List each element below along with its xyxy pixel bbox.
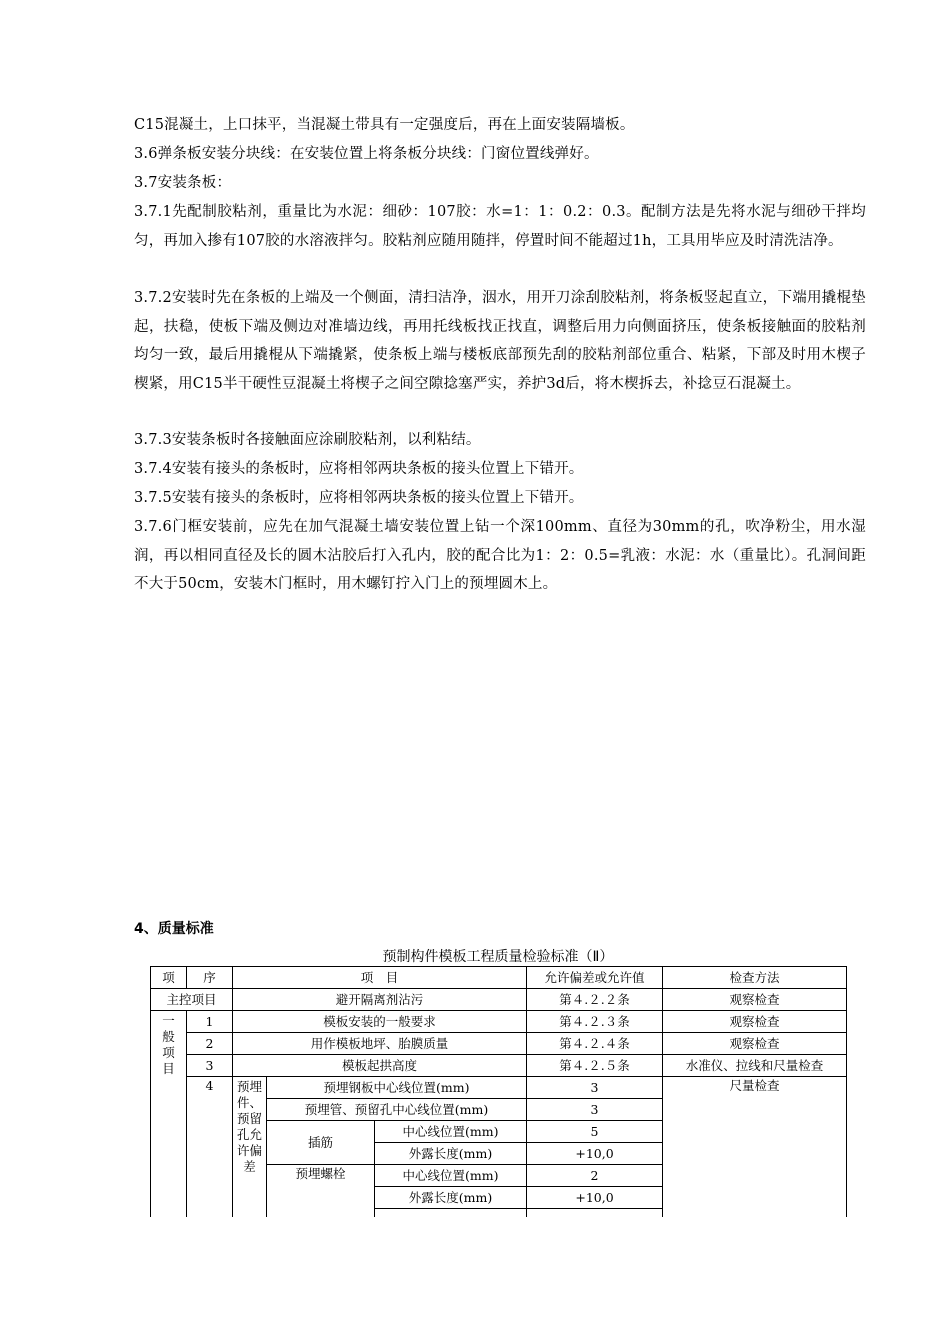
general-seq: 3 [187,1055,233,1077]
bolt-expose-label: 外露长度(mm) [375,1187,527,1209]
rebar-expose-value: +10,0 [527,1143,663,1165]
table-row-general-1 [151,1011,847,1033]
general-project: 用作模板地坪、胎膜质量 [233,1033,527,1055]
paragraph-3-7-1: 3.7.1先配制胶粘剂，重量比为水泥：细砂：107胶：水=1：1：0.2：0.3。配制方法是先将水泥与细砂干拌均匀，再加入掺有107胶的水溶液拌匀。胶粘剂应随用随拌，停置时间不能超过1h，工具用毕应及时清洗洁净。 [134,204,866,249]
table-title: 预制构件模板工程质量检验标准（Ⅱ） [382,949,614,965]
quality-inspection-table [150,966,847,1217]
rebar-expose-label: 外露长度(mm) [375,1143,527,1165]
header-seq: 序 [187,967,233,989]
paragraph-3-7-5: 3.7.5安装有接头的条板时，应将相邻两块条板的接头位置上下错开。 [134,490,584,506]
paragraph-3-7-6: 3.7.6门框安装前，应先在加气混凝土墙安装位置上钻一个深100mm、直径为30mm的孔，吹净粉尘，用水湿润，再以相同直径及长的圆木沾胶后打入孔内，胶的配合比为1：2：0.5=乳液：水泥：水（重量比）。孔洞间距不大于50cm，安装木门框时，用木螺钉拧入门上的预埋圆木上。 [134,519,866,592]
embedded-plate-value: 3 [527,1077,663,1099]
paragraph-c15-concrete: C15混凝土，上口抹平，当混凝土带具有一定强度后，再在上面安装隔墙板。 [134,117,635,133]
general-seq: 2 [187,1033,233,1055]
header-method: 检查方法 [663,967,847,989]
paragraph-3-7-4: 3.7.4安装有接头的条板时，应将相邻两块条板的接头位置上下错开。 [134,461,584,477]
bolt-center-value: 2 [527,1165,663,1187]
table-row-embedded-plate [151,1077,847,1099]
rebar-label: 插筋 [267,1121,375,1165]
embedded-pipe-label: 预埋管、预留孔中心线位置(mm) [267,1099,527,1121]
cut-edge-cell [375,1209,527,1218]
cut-edge-cell [527,1209,663,1218]
embedded-group-label: 预埋件、预留孔允许偏差 [233,1077,267,1218]
general-method: 观察检查 [663,1011,847,1033]
table-row-main-control [151,989,847,1011]
paragraph-3-7-2: 3.7.2安装时先在条板的上端及一个侧面，清扫洁净，洇水，用开刀涂刮胶粘剂，将条板竖起直立，下端用撬棍垫起，扶稳，使板下端及侧边对准墙边线，再用托线板找正找直，调整后用力向侧面挤压，使条板接触面的胶粘剂均匀一致，最后用撬棍从下端撬紧，使条板上端与楼板底部预先刮的胶粘剂部位重合、粘紧，下部及时用木楔子楔紧，用C15半干硬性豆混凝土将楔子之间空隙捻塞严实，养护3d后，将木楔拆去，补捻豆石混凝土。 [134,290,866,392]
general-method: 观察检查 [663,1033,847,1055]
general-tolerance: 第４.２.４条 [527,1033,663,1055]
general-project: 模板起拱高度 [233,1055,527,1077]
rebar-center-value: 5 [527,1121,663,1143]
embedded-pipe-value: 3 [527,1099,663,1121]
header-item: 项 [151,967,187,989]
embedded-seq: 4 [187,1077,233,1218]
general-tolerance: 第４.２.５条 [527,1055,663,1077]
bolt-center-label: 中心线位置(mm) [375,1165,527,1187]
general-method: 水准仪、拉线和尺量检查 [663,1055,847,1077]
section-heading-quality-standard: 4、质量标准 [134,921,214,937]
embedded-plate-label: 预埋钢板中心线位置(mm) [267,1077,527,1099]
general-items-label: 一般项目 [151,1011,187,1218]
embedded-method: 尺量检查 [663,1077,847,1218]
main-control-label: 主控项目 [151,989,233,1011]
main-control-tolerance: 第４.２.２条 [527,989,663,1011]
header-tolerance: 允许偏差或允许值 [527,967,663,989]
general-seq: 1 [187,1011,233,1033]
header-project: 项 目 [233,967,527,989]
table-row-general-3 [151,1055,847,1077]
paragraph-3-7-3: 3.7.3安装条板时各接触面应涂刷胶粘剂，以利粘结。 [134,432,481,448]
rebar-center-label: 中心线位置(mm) [375,1121,527,1143]
paragraph-3-7: 3.7安装条板： [134,175,232,191]
table-header-row [151,967,847,989]
bolt-expose-value: +10,0 [527,1187,663,1209]
general-project: 模板安装的一般要求 [233,1011,527,1033]
main-control-method: 观察检查 [663,989,847,1011]
general-tolerance: 第４.２.３条 [527,1011,663,1033]
bolt-label: 预埋螺栓 [267,1165,375,1218]
table-row-general-2 [151,1033,847,1055]
paragraph-3-6: 3.6弹条板安装分块线：在安装位置上将条板分块线：门窗位置线弹好。 [134,146,599,162]
main-control-project: 避开隔离剂沾污 [233,989,527,1011]
